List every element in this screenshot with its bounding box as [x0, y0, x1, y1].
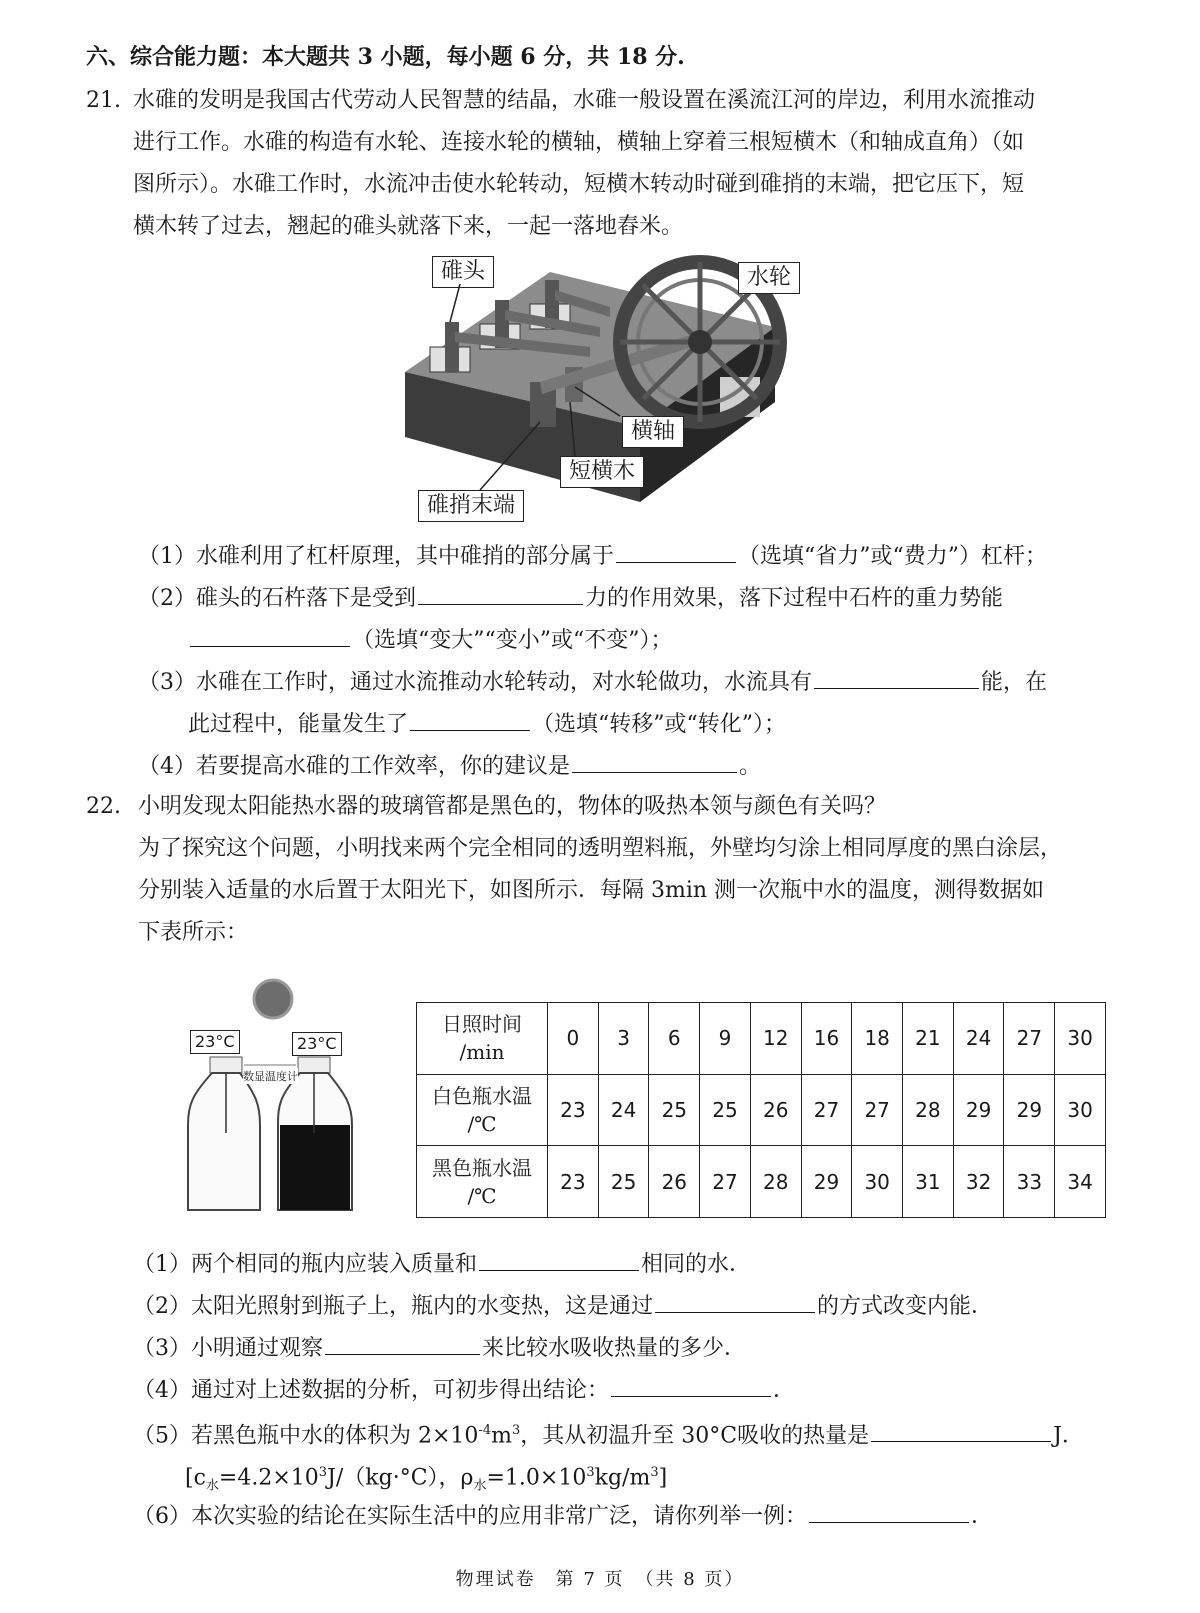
- label-short-bar: 短横木: [560, 456, 644, 488]
- table-cell: 9: [700, 1003, 751, 1075]
- q22-line-2: 为了探究这个问题，小明找来两个完全相同的透明塑料瓶，外壁均匀涂上相同厚度的黑白涂层，: [138, 836, 1063, 861]
- table-cell: 16: [801, 1003, 852, 1075]
- label-wheel: 水轮: [738, 262, 800, 294]
- q21-sub1: （1）水碓利用了杠杆原理，其中碓捎的部分属于 （选填“省力”或“费力”）杠杆；: [138, 540, 1047, 572]
- answer-blank[interactable]: [616, 540, 736, 563]
- table-cell: 21: [903, 1003, 954, 1075]
- q22-line-4: 下表所示：: [138, 920, 249, 945]
- table-cell: 23: [548, 1074, 599, 1146]
- q21-line-1: 水碓的发明是我国古代劳动人民智慧的结晶，水碓一般设置在溪流江河的岸边，利用水流推动: [133, 88, 1036, 113]
- table-cell: 27: [852, 1074, 903, 1146]
- label-head: 碓头: [432, 256, 494, 288]
- temp-right: 23°C: [292, 1032, 342, 1056]
- table-cell: 12: [750, 1003, 801, 1075]
- q21-line-3: 图所示）。水碓工作时，水流冲击使水轮转动，短横木转动时碰到碓捎的末端，把它压下，短: [133, 172, 1025, 197]
- q22-number: 22.: [86, 794, 121, 819]
- table-cell: 30: [852, 1146, 903, 1218]
- table-cell: 28: [750, 1146, 801, 1218]
- q21-sub3-cont: 此过程中，能量发生了 （选填“转移”或“转化”）；: [188, 708, 786, 740]
- temp-left: 23°C: [190, 1030, 240, 1054]
- answer-blank[interactable]: [418, 582, 583, 605]
- answer-blank[interactable]: [809, 1500, 969, 1523]
- row-header: 黑色瓶水温 /℃: [417, 1146, 548, 1218]
- table-cell: 27: [1004, 1003, 1055, 1075]
- label-leaders: [400, 252, 800, 522]
- table-cell: 27: [801, 1074, 852, 1146]
- table-cell: 25: [598, 1146, 649, 1218]
- table-cell: 26: [649, 1146, 700, 1218]
- q21-line-4: 横木转了过去，翘起的碓头就落下来，一起一落地舂米。: [133, 214, 684, 239]
- table-cell: 31: [903, 1146, 954, 1218]
- q22-sub2: （2）太阳光照射到瓶子上，瓶内的水变热，这是通过 的方式改变内能．: [133, 1290, 993, 1322]
- table-row: [417, 1003, 1106, 1075]
- answer-blank[interactable]: [655, 1290, 815, 1313]
- table-cell: 30: [1055, 1074, 1106, 1146]
- answer-blank[interactable]: [325, 1332, 480, 1355]
- meter-label: 数显温度计: [243, 1070, 298, 1083]
- q21-number: 21.: [86, 88, 121, 113]
- q22-sub5-formula: [$c_水=4.2\times 10^3J/(kg\cdot^\circ C)$，$\rho_水=1.0\times 10^3kg/m^3$]: [185, 1465, 668, 1494]
- table-cell: 26: [750, 1074, 801, 1146]
- answer-blank[interactable]: [572, 750, 737, 773]
- q22-sub5: （5）若黑色瓶中水的体积为 $2\times 10^{-4}m^3$，其从初温升至 30°C吸收的热量是 J．: [133, 1416, 1084, 1451]
- q22-sub4: （4）通过对上述数据的分析，可初步得出结论： ．: [133, 1374, 795, 1406]
- table-cell: 24: [953, 1003, 1004, 1075]
- table-cell: 25: [700, 1074, 751, 1146]
- answer-blank[interactable]: [814, 666, 979, 689]
- table-cell: 3: [598, 1003, 649, 1075]
- q21-sub4: （4）若要提高水碓的工作效率，你的建议是 。: [138, 750, 761, 782]
- table-cell: 32: [953, 1146, 1004, 1218]
- table-cell: 29: [1004, 1074, 1055, 1146]
- q21-sub3: （3）水碓在工作时，通过水流推动水轮转动，对水轮做功，水流具有 能，在: [138, 666, 1047, 698]
- table-row: [417, 1074, 1106, 1146]
- sun-icon: [254, 980, 292, 1018]
- table-cell: 29: [953, 1074, 1004, 1146]
- row-header: 白色瓶水温 /℃: [417, 1074, 548, 1146]
- table-cell: 29: [801, 1146, 852, 1218]
- page-footer: 物理试卷 第 7 页 （共 8 页）: [455, 1569, 745, 1590]
- table-cell: 18: [852, 1003, 903, 1075]
- q21-sub2: （2）碓头的石杵落下是受到 力的作用效果，落下过程中石杵的重力势能: [138, 582, 1003, 614]
- table-cell: 33: [1004, 1146, 1055, 1218]
- table-cell: 6: [649, 1003, 700, 1075]
- table-cell: 23: [548, 1146, 599, 1218]
- answer-blank[interactable]: [410, 708, 530, 731]
- q22-line-3: 分别装入适量的水后置于太阳光下，如图所示．每隔 3min 测一次瓶中水的温度，测得数据如: [138, 878, 1045, 903]
- label-tail: 碓捎末端: [418, 490, 524, 522]
- table-cell: 28: [903, 1074, 954, 1146]
- table-cell: 0: [548, 1003, 599, 1075]
- q21-line-2: 进行工作。水碓的构造有水轮、连接水轮的横轴，横轴上穿着三根短横木（和轴成直角）（如: [133, 130, 1025, 155]
- answer-blank[interactable]: [479, 1248, 639, 1271]
- table-cell: 34: [1055, 1146, 1106, 1218]
- q22-sub3: （3）小明通过观察 来比较水吸收热量的多少．: [133, 1332, 746, 1364]
- q22-line-1: 小明发现太阳能热水器的玻璃管都是黑色的，物体的吸热本领与颜色有关吗？: [138, 794, 887, 819]
- table-cell: 25: [649, 1074, 700, 1146]
- label-axle: 横轴: [622, 416, 684, 448]
- q21-sub2-cont: （选填“变大”“变小”或“不变”）；: [188, 624, 672, 656]
- row-header: 日照时间 /min: [417, 1003, 548, 1075]
- table-cell: 30: [1055, 1003, 1106, 1075]
- q22-sub1: （1）两个相同的瓶内应装入质量和 相同的水．: [133, 1248, 751, 1280]
- answer-blank[interactable]: [190, 624, 350, 647]
- bottles-figure: [180, 975, 380, 1225]
- answer-blank[interactable]: [611, 1374, 771, 1397]
- table-cell: 27: [700, 1146, 751, 1218]
- table-cell: 24: [598, 1074, 649, 1146]
- section-title: 六、综合能力题：本大题共 3 小题，每小题 6 分，共 18 分.: [86, 44, 685, 70]
- data-table: [416, 1002, 1106, 1218]
- q22-sub6: （6）本次实验的结论在实际生活中的应用非常广泛，请你列举一例： ．: [133, 1500, 993, 1532]
- table-row: [417, 1146, 1106, 1218]
- answer-blank[interactable]: [871, 1419, 1051, 1442]
